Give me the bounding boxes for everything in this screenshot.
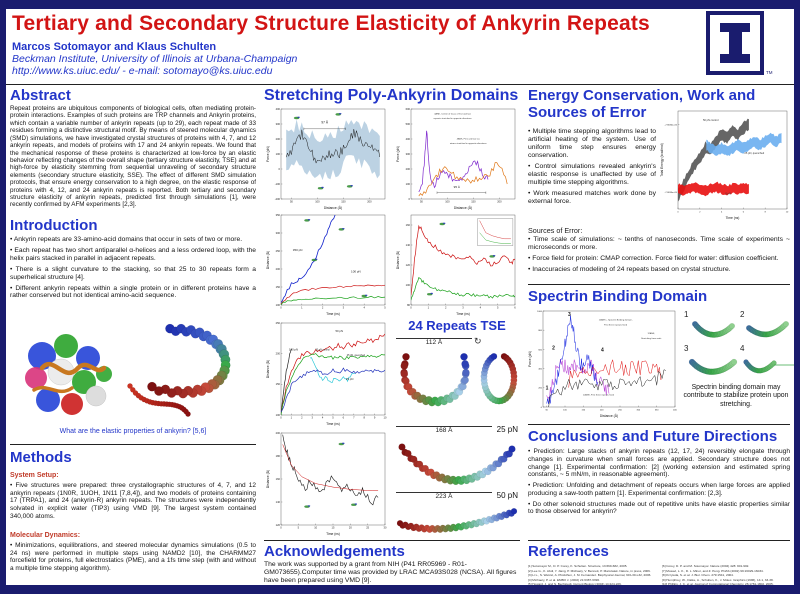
left-divider (10, 444, 256, 445)
introduction-bullet: • Ankyrin repeats are 33-amino-acid domains that occur in sets of two or more. (10, 236, 243, 243)
svg-text:4: 4 (479, 306, 482, 310)
svg-text:2: 2 (552, 345, 555, 352)
svg-text:25 pN, quenched: 25 pN, quenched (744, 152, 765, 156)
svg-text:350 pN: 350 pN (292, 248, 303, 252)
tse-structure-2 (396, 426, 520, 437)
svg-text:600: 600 (538, 349, 542, 352)
poster-institute: Beckman Institute, University of Illinois at Urbana-Champaign (12, 53, 298, 65)
svg-text:0: 0 (540, 406, 542, 409)
svg-text:250: 250 (275, 321, 280, 325)
svg-text:100 pN: 100 pN (351, 269, 361, 274)
svg-text:-7.8035e+05: -7.8035e+05 (664, 192, 677, 195)
svg-text:3: 3 (462, 306, 464, 310)
svg-text:First three repeats fixed: First three repeats fixed (604, 324, 628, 327)
spectrin-structure-number: 1 (684, 310, 689, 319)
reference-item: [3] Li L., S. Wetzel, A. Plückthun, J. M. Fernandez. Biophysical Journal, 90:L30-L32, 2006. (528, 573, 652, 578)
svg-text:Time (ns): Time (ns) (326, 312, 340, 316)
svg-text:140: 140 (275, 500, 280, 504)
svg-text:150: 150 (275, 285, 280, 289)
relaxation-plot (396, 212, 518, 316)
svg-text:2: 2 (444, 306, 447, 310)
svg-text:5: 5 (297, 526, 300, 530)
tse-structure-1-measure (396, 338, 472, 349)
svg-text:160: 160 (405, 223, 410, 227)
force-extension-plot (266, 106, 388, 210)
svg-text:0: 0 (677, 211, 679, 214)
svg-text:80: 80 (407, 303, 410, 307)
svg-text:200: 200 (367, 200, 372, 204)
poster-title: Tertiary and Secondary Structure Elasticity of Ankyrin Repeats (12, 12, 650, 35)
24-repeat-forces-plot (266, 320, 388, 426)
svg-text:Stretching from ends: Stretching from ends (641, 337, 662, 340)
right-column (528, 88, 792, 585)
ankyrin-superhelix-figure (124, 322, 252, 422)
right-divider-3 (528, 540, 790, 541)
svg-text:1: 1 (545, 385, 549, 392)
svg-text:1: 1 (290, 416, 293, 420)
svg-text:150: 150 (275, 383, 280, 387)
logo-i-stem (729, 32, 742, 54)
svg-text:4: 4 (321, 416, 324, 420)
tse-structure-3 (396, 492, 520, 503)
tse-structure-3-measure (396, 491, 518, 503)
spectrin-structure-2-figure (744, 316, 790, 342)
protocol-comparison-plot (396, 106, 518, 210)
energy-bullet: • Work measured matches work done by external force. (528, 190, 656, 206)
references-heading: References (528, 543, 609, 560)
svg-text:Time (ns): Time (ns) (725, 216, 740, 220)
24-repeat-relaxation-plot (266, 430, 388, 536)
svg-text:8: 8 (363, 416, 365, 420)
spectrin-structure-number: 3 (684, 344, 689, 353)
svg-text:20: 20 (348, 526, 352, 530)
poster-authors: Marcos Sotomayor and Klaus Schulten (12, 41, 217, 53)
svg-text:200: 200 (275, 431, 280, 435)
svg-text:120: 120 (275, 523, 280, 527)
svg-text:3: 3 (311, 416, 313, 420)
logo-trademark: TM (766, 70, 773, 75)
svg-text:350: 350 (654, 409, 659, 412)
reference-item: [2] Lee G., K. Abdi, Y. Jiang, P. Michaely, V. Bennett, P. Marszalek. Nature, in press, 2006. (528, 568, 651, 573)
svg-text:350: 350 (275, 213, 280, 217)
references-column-2 (662, 564, 790, 587)
svg-text:120: 120 (405, 263, 410, 267)
svg-text:Distance (Å): Distance (Å) (599, 414, 619, 418)
system-setup-body: • Five structures were prepared: three crystallographic structures of 4, 7, and 12 ankyrin repeats (1N0R, 1UOH, 1N11 [7,8,4]), and two models of proteins containing 17 (TRPA1), and 24 (ankyrin-R) ankyrin repeats. The structures were independently solvated in explicit water (TIP3) using VMD [9]. The largest system contained 340,000 atoms. (10, 482, 256, 520)
introduction-bullet: • Each repeat has two short antiparallel α-helices and a less ordered loop, with the helix pairs stacked in parallel in adjacent repeats. (10, 246, 256, 262)
spectrin-structure-number: 4 (740, 344, 745, 353)
svg-text:100: 100 (275, 152, 280, 156)
svg-text:50: 50 (289, 200, 293, 204)
svg-text:1: 1 (301, 306, 303, 310)
spectrin-heading: Spectrin Binding Domain (528, 288, 708, 305)
conclusions-bullet: • Do other solenoid structures made out of repetitive units have elastic properties similar to those observed for ankyrin? (528, 500, 790, 516)
svg-text:95 Å: 95 Å (453, 185, 460, 190)
svg-text:300: 300 (636, 409, 641, 412)
svg-text:0: 0 (410, 306, 412, 310)
svg-text:50: 50 (545, 409, 548, 412)
conclusions-bullets (528, 448, 790, 519)
conclusions-bullet: • Prediction: Large stacks of ankyrin repeats (12, 17, 24) reversibly elongate through changes in curvature when small forces are applied. Secondary structure does not change [1]. Experimental confirmation: [2] (working extension and estimated spring constants, ~ 5 mN/m, in reasonable agreement). (528, 448, 790, 479)
svg-text:300: 300 (275, 122, 280, 126)
svg-text:-100: -100 (274, 182, 280, 186)
tse-structure-3-force: 50 pN (496, 491, 518, 500)
reference-item: [7] Mosavi, L. K., D. L. Minor, and Z. Peng. PNAS (2002) 99:16029-16034. (662, 568, 764, 573)
svg-text:Force (pN): Force (pN) (266, 146, 270, 162)
svg-text:150: 150 (581, 409, 586, 412)
svg-text:Time (ns): Time (ns) (326, 422, 340, 426)
svg-text:200: 200 (275, 137, 280, 141)
svg-text:2: 2 (301, 416, 303, 420)
conclusions-bullet: • Prediction: Unfolding and detachment of repeats occurs when large forces are applied producing a saw-tooth pattern [1]. Experimental confirmation: [2,3]. (528, 482, 790, 497)
tse-structure-1 (396, 338, 520, 349)
svg-text:600: 600 (405, 107, 410, 111)
abstract-body: Repeat proteins are ubiquitous components of biological cells, often mediating protein-protein interactions. Examples of such proteins are TRP channels and Ankyrin proteins, which contain a variable number of ankyrin repeats (up to 29), each repeat made of 33 residues forming a distinctive structural motif. By means of steered molecular dynamics (SMD) simulations, we have investigated crystal structures of proteins with 4, 7, and 12 ankyrin repeats, and models of proteins with 17 and 24 ankyrin repeats. We found that the mechanical response of these proteins is characterized at low-force by an elastic behavior reflecting changes of the overall shape (tertiary structure elasticity, TSE) and at high-force by elasticity stemming from sequential unraveling of secondary structure elements (secondary structure elasticity, SSE). The effect of different SMD simulation protocols, that ensure energy conservation to a high degree, on the elastic response of proteins with 4, 12, and 24 ankyrin repeats is reported. Both tertiary and secondary structure elasticity of ankyrin repeats, predicted first through simulations [1], were recently confirmed by AFM experiments [2,3]. (10, 105, 256, 209)
tse-structure-1-figure (396, 350, 474, 408)
svg-text:100: 100 (315, 200, 320, 204)
introduction-bullet: • Different ankyrin repeats within a single protein or in different proteins have a rather conserved but not identical amino-acid sequence. (10, 284, 256, 300)
svg-text:100 pN: 100 pN (288, 347, 298, 352)
university-logo (706, 11, 764, 75)
spectrin-structure-4-figure (742, 354, 800, 378)
svg-text:10: 10 (785, 211, 789, 214)
methods-heading: Methods (10, 449, 72, 466)
svg-text:0 pN: 0 pN (725, 192, 731, 196)
svg-text:1: 1 (427, 306, 430, 310)
rotation-arrow-icon: ↻ (474, 336, 482, 346)
molecular-dynamics-body: • Minimizations, equilibrations, and steered molecular dynamics simulations (0.5 to 24 ns) were performed in multiple steps using NAMD2 [10], the CHARMM27 forcefield for proteins, full electrostatics (PME), and a 1fs time step (with and without a multiple time stepping algorithm). (10, 542, 256, 572)
svg-text:200: 200 (275, 267, 280, 271)
sources-of-error-label: Sources of Error: (528, 226, 583, 235)
poster-contact-url: http://www.ks.uiuc.edu/ - e-mail: sotomayo@ks.uiuc.edu (12, 65, 273, 77)
introduction-bullet: • There is a slight curvature to the stacking, so that 25 to 30 repeats form a superhelical structure [4]. (10, 265, 256, 281)
reference-item: [10] Phillips, J. C. et al. Journal of Computational Chemistry, 26:1781-1802, 2005. (662, 582, 774, 587)
svg-text:200: 200 (538, 387, 542, 390)
ankyrin-repeat-structure-figure (14, 324, 116, 422)
tse-structure-2-measure (396, 425, 518, 437)
conclusions-heading: Conclusions and Future Directions (528, 428, 778, 445)
svg-text:Distance (Å): Distance (Å) (266, 359, 270, 379)
svg-text:150: 150 (341, 200, 346, 204)
sources-bullet: • Inaccuracies of modeling of 24 repeats based on crystal structure. (528, 266, 731, 274)
svg-text:97 Å: 97 Å (321, 120, 328, 125)
svg-text:500: 500 (405, 122, 410, 126)
svg-text:200: 200 (405, 167, 410, 171)
svg-text:4: 4 (720, 211, 723, 214)
svg-text:Distance (Å): Distance (Å) (396, 250, 400, 270)
svg-text:7: 7 (353, 416, 355, 420)
svg-text:6: 6 (514, 306, 516, 310)
logo-i-bottom-serif (720, 54, 750, 63)
svg-text:6: 6 (342, 416, 345, 420)
svg-text:10: 10 (383, 416, 387, 420)
acknowledgements-heading: Acknowledgements (264, 543, 405, 560)
energy-bullet: • Multiple time stepping algorithms lead to artificial heating of the system. Use of uniform time step ensures energy conservation. (528, 128, 656, 160)
tse-structure-3-length: 223 Å (435, 493, 453, 500)
svg-text:4ANK, Center of mass of first: 4ANK, Center of mass of first and last (434, 113, 471, 116)
svg-text:9: 9 (373, 416, 376, 420)
svg-text:25: 25 (366, 526, 370, 530)
middle-column (264, 88, 520, 585)
energy-heading-line1: Energy Conservation, Work and (528, 87, 756, 104)
spectrin-force-plot (528, 308, 678, 418)
svg-text:180: 180 (275, 454, 280, 458)
svg-text:800: 800 (538, 330, 542, 333)
svg-text:0: 0 (280, 526, 282, 530)
svg-text:atoms stretched in opposite di: atoms stretched in opposite directions (449, 143, 487, 146)
reference-item: [8] Krzywda, S. et al. J. Biol. Chem. 279:1541, 2004. (662, 573, 734, 578)
svg-text:8: 8 (764, 211, 766, 214)
svg-text:2: 2 (321, 306, 324, 310)
svg-text:100: 100 (405, 283, 410, 287)
svg-text:100: 100 (275, 413, 280, 417)
svg-text:Total Energy (kcal/mol): Total Energy (kcal/mol) (660, 143, 664, 177)
svg-text:1000: 1000 (537, 310, 542, 313)
svg-text:400: 400 (673, 409, 677, 412)
constant-force-stretch-plot (266, 212, 388, 316)
svg-text:200: 200 (599, 409, 604, 412)
tse-structure-2-force: 25 pN (496, 425, 518, 434)
svg-text:300: 300 (405, 152, 410, 156)
svg-text:300: 300 (275, 231, 280, 235)
tse-structure-1-length: 112 Å (425, 339, 443, 346)
stretching-heading: Stretching Poly-Ankyrin Domains (264, 87, 519, 104)
svg-text:200: 200 (275, 352, 280, 356)
svg-text:100: 100 (445, 200, 450, 204)
svg-text:4: 4 (601, 347, 604, 354)
svg-text:3: 3 (342, 306, 345, 310)
svg-text:25 pN: 25 pN (345, 377, 354, 382)
svg-text:Distance (Å): Distance (Å) (323, 206, 343, 210)
spectrin-structure-3-figure (688, 352, 738, 378)
svg-text:2: 2 (699, 211, 701, 214)
energy-heading-line2: Sources of Error (528, 104, 647, 121)
reference-item: [4] Michaely, P. et al. EMBO J. (2002) 21:6387-6396. (528, 577, 600, 582)
svg-text:50 pN control: 50 pN control (702, 118, 719, 122)
svg-text:100: 100 (405, 182, 410, 186)
middle-divider (264, 540, 520, 541)
svg-text:10: 10 (314, 526, 318, 530)
introduction-figure-caption: What are the elastic properties of ankyrin? [5,6] (59, 428, 207, 435)
right-divider-1 (528, 284, 790, 285)
svg-text:15: 15 (331, 526, 335, 530)
svg-text:400: 400 (405, 137, 410, 141)
reference-item: [1] Sotomayor M., D. P. Corey, K. Schulten. Structure, 13:669-682, 2005. (528, 564, 628, 568)
svg-text:Force (pN): Force (pN) (396, 146, 400, 162)
svg-text:repeats stretched in opposite: repeats stretched in opposite directions (433, 117, 472, 120)
header (12, 12, 702, 77)
svg-text:400: 400 (538, 368, 542, 371)
sources-bullet: • Time scale of simulations: ~ tenths of nanoseconds. Time scale of experiments ~ microseconds or more. (528, 236, 790, 252)
logo-i-top-serif (720, 23, 750, 32)
energy-bullet: • Control simulations revealed ankyrin's elastic response is unaffected by use of multiple time stepping algorithms. (528, 163, 656, 187)
svg-text:30: 30 (383, 526, 387, 530)
svg-text:250: 250 (275, 249, 280, 253)
svg-text:4: 4 (363, 306, 365, 310)
reference-item: [9] Humphrey, W., Dalke, A., Schulten, K., J. Molec. Graphics (1996), 14.1, 33-38. (662, 577, 774, 582)
sources-bullet: • Force field for protein: CMAP correction. Force field for water: diffusion coefficient. (528, 255, 779, 263)
svg-text:140: 140 (405, 243, 410, 247)
total-energy-plot (660, 108, 790, 220)
svg-text:100: 100 (563, 409, 567, 412)
abstract-heading: Abstract (10, 87, 71, 104)
introduction-bullets (10, 236, 256, 303)
svg-text:25 pN, quenched: 25 pN, quenched (346, 354, 365, 358)
spectrin-structure-1-figure (690, 316, 736, 342)
acknowledgements-body: The work was supported by a grant from NIH (P41 RR05969 - R01-GM073655).Computer time was provided by LRAC MCA93S028 (NCSA). All figures have been prepared using VMD [9]. (264, 561, 517, 585)
sources-of-error-bullets (528, 236, 790, 277)
svg-text:50 pN control: 50 pN control (315, 348, 330, 352)
svg-text:5: 5 (496, 306, 499, 310)
spectrin-caption: Spectrin binding domain may contribute to stabilize protein upon stretching. (683, 384, 789, 408)
svg-text:50 pN: 50 pN (335, 329, 343, 334)
tse-heading: 24 Repeats TSE (408, 318, 506, 333)
svg-text:4ANK, First and last Cα: 4ANK, First and last Cα (456, 138, 480, 141)
right-divider-2 (528, 424, 790, 425)
tse-structure-3-figure (396, 504, 518, 538)
svg-text:0: 0 (408, 197, 410, 201)
reference-item: [6] Corey, D. P. and M. Sotomayor. Nature (2004) 428: 901-902. (662, 564, 750, 568)
tse-structure-2-figure (396, 440, 518, 486)
svg-text:-200: -200 (274, 197, 280, 201)
energy-bullets (528, 128, 656, 209)
svg-text:400: 400 (275, 107, 280, 111)
svg-text:6: 6 (742, 211, 745, 214)
svg-text:Distance (Å): Distance (Å) (453, 206, 473, 210)
svg-text:12ANK,: 12ANK, (647, 333, 656, 336)
left-column (10, 88, 256, 585)
reference-item: [5] Howard, J. and S. Bechstedt. Current Biology (2004) 14:224-226. (528, 582, 622, 587)
spectrin-structure-number: 2 (740, 310, 745, 319)
svg-text:12ANK, First three repeats fix: 12ANK, First three repeats fixed (582, 394, 615, 397)
references-column-1 (528, 564, 656, 587)
svg-text:Time (ns): Time (ns) (326, 532, 340, 536)
svg-text:200: 200 (497, 200, 502, 204)
svg-text:3: 3 (568, 311, 571, 318)
svg-text:Time (ns): Time (ns) (456, 312, 470, 316)
svg-text:250: 250 (618, 409, 622, 412)
svg-text:100: 100 (275, 303, 280, 307)
molecular-dynamics-label: Molecular Dynamics: (10, 532, 81, 539)
introduction-heading: Introduction (10, 217, 98, 234)
svg-text:Force (pN): Force (pN) (528, 351, 532, 367)
svg-text:160: 160 (275, 477, 280, 481)
tse-structure-2-length: 168 Å (435, 427, 453, 434)
svg-text:12ANK + Spectrin Binding domai: 12ANK + Spectrin Binding domain, (598, 319, 633, 322)
header-divider (6, 84, 794, 85)
svg-text:50: 50 (419, 200, 423, 204)
svg-text:Distance (Å): Distance (Å) (266, 469, 270, 489)
svg-text:0: 0 (280, 416, 282, 420)
svg-text:150: 150 (471, 200, 476, 204)
svg-text:0: 0 (278, 167, 280, 171)
svg-text:5: 5 (384, 306, 386, 310)
svg-text:5: 5 (332, 416, 334, 420)
system-setup-label: System Setup: (10, 472, 59, 479)
tse-structure-1-rotated-figure (478, 346, 520, 408)
svg-text:0: 0 (280, 306, 282, 310)
svg-text:-7.8030e+05: -7.8030e+05 (664, 124, 677, 127)
svg-text:Distance (Å): Distance (Å) (266, 250, 270, 270)
